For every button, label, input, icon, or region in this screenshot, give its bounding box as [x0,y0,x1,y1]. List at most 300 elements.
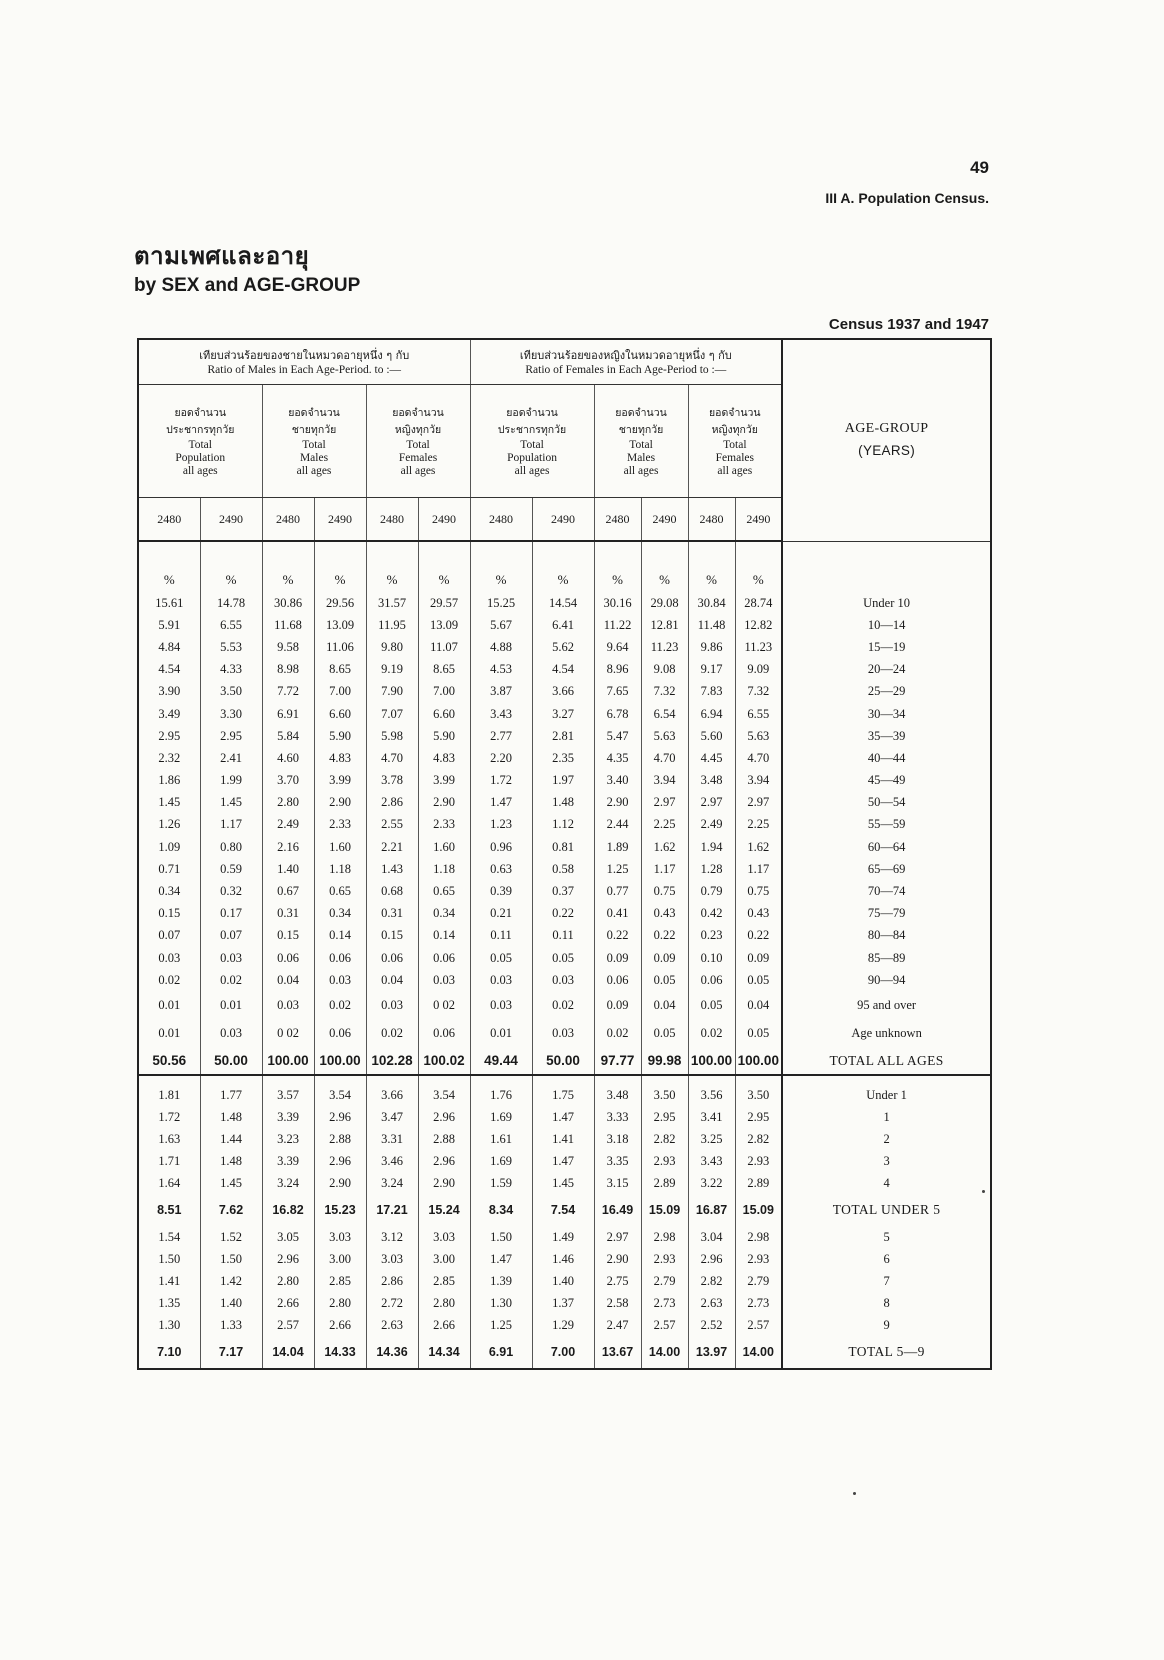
value-cell: 0.03 [470,969,532,991]
value-cell: 0.01 [158,1025,181,1040]
spacer-cell [735,1075,782,1084]
column-header-thai: ชายทุกวัย [291,423,337,436]
value-cell: 7.54 [532,1194,594,1226]
value-cell: 2.73 [641,1292,688,1314]
value-cell: 0.05 [735,969,782,991]
value-cell: 1.41 [532,1128,594,1150]
value-cell: 1.50 [470,1226,532,1248]
value-cell: 100.02 [418,1047,470,1075]
value-cell: 2.66 [418,1314,470,1336]
value-cell: 7.00 [418,681,470,703]
percent-sign: % [418,541,470,592]
value-cell: 1.47 [470,792,532,814]
value-cell: 7.10 [138,1336,200,1369]
value-cell: 3.50 [200,681,262,703]
value-cell: 3.43 [470,703,532,725]
value-cell: 9.58 [262,636,314,658]
value-cell: 1.47 [470,1248,532,1270]
value-cell: 4.60 [262,747,314,769]
value-cell: 0.05 [641,969,688,991]
year-cell: 2490 [418,498,470,542]
value-cell: 2.93 [735,1248,782,1270]
value-cell: 0.39 [470,880,532,902]
value-cell: 0.65 [314,880,366,902]
percent-sign: % [532,541,594,592]
value-cell: 0.04 [641,991,688,1019]
column-header-thai: ยอดจำนวน [615,406,667,419]
column-header-thai: ยอดจำนวน [392,406,444,419]
value-cell: 0.04 [262,969,314,991]
female-group-header [470,339,782,385]
value-cell: 3.18 [594,1128,641,1150]
spacer-cell [782,1075,991,1084]
value-cell: 2.85 [418,1270,470,1292]
value-cell: 2.93 [735,1150,782,1172]
value-cell: 0.10 [688,947,735,969]
value-cell: 1.62 [641,836,688,858]
value-cell: 28.74 [735,592,782,614]
value-cell: 2.72 [366,1292,418,1314]
table-row [138,1084,991,1106]
value-cell: 100.00 [262,1047,314,1075]
column-header-5 [594,385,688,498]
value-cell: 14.00 [641,1336,688,1369]
column-header-thai: ประชากรทุกวัย [166,423,235,436]
table-row [138,969,991,991]
value-cell: 3.24 [262,1172,314,1194]
spacer-cell [366,1075,418,1084]
value-cell: 3.47 [366,1106,418,1128]
value-cell: 0 02 [418,991,470,1019]
value-cell: 12.82 [735,614,782,636]
age-group-label: Age unknown [782,1019,991,1047]
table-row [138,636,991,658]
value-cell: 2.96 [688,1248,735,1270]
age-group-label: 70—74 [782,880,991,902]
value-cell: 8.65 [418,659,470,681]
value-cell: 0.06 [314,947,366,969]
value-cell: 0.03 [200,1019,262,1047]
value-cell: 1.29 [532,1314,594,1336]
value-cell: 1.25 [470,1314,532,1336]
value-cell: 4.53 [470,659,532,681]
spacer-cell [138,1075,200,1084]
value-cell: 2.95 [200,725,262,747]
value-cell: 2.66 [314,1314,366,1336]
value-cell: 0 02 [262,1019,314,1047]
value-cell: 1.18 [418,858,470,880]
value-cell: 2.75 [594,1270,641,1292]
value-cell: 2.80 [262,1270,314,1292]
value-cell: 3.50 [641,1084,688,1106]
value-cell: 2.85 [314,1270,366,1292]
title-thai: ตามเพศและอายุ [134,242,310,270]
page-number: 49 [970,158,989,177]
value-cell: 1.69 [470,1150,532,1172]
value-cell: 4.54 [532,659,594,681]
value-cell: 0.03 [532,1019,594,1047]
value-cell: 0.04 [735,991,782,1019]
value-cell: 0.65 [418,880,470,902]
value-cell: 0.68 [366,880,418,902]
value-cell: 5.67 [470,614,532,636]
value-cell: 3.66 [532,681,594,703]
table-row [138,1019,991,1047]
value-cell: 0.02 [532,991,594,1019]
value-cell: 3.94 [735,770,782,792]
value-cell: 5.91 [158,617,181,632]
value-cell: 13.97 [688,1336,735,1369]
percent-sign: % [314,541,366,592]
value-cell: 1.40 [262,858,314,880]
value-cell: 0.09 [641,947,688,969]
value-cell: 2.21 [366,836,418,858]
value-cell: 2.97 [688,792,735,814]
value-cell: 0.41 [594,903,641,925]
value-cell: 0.05 [735,1019,782,1047]
age-group-label: 8 [782,1292,991,1314]
value-cell: 0.34 [158,884,181,899]
value-cell: 2.98 [735,1226,782,1248]
value-cell: 3.24 [366,1172,418,1194]
value-cell: 4.70 [366,747,418,769]
value-cell: 3.49 [158,706,181,721]
age-group-label: 75—79 [782,903,991,925]
value-cell: 50.56 [138,1047,200,1075]
value-cell: 2.95 [735,1106,782,1128]
value-cell: 1.49 [532,1226,594,1248]
value-cell: 0.03 [262,991,314,1019]
year-cell: 2480 [594,498,641,542]
age-group-label: 55—59 [782,814,991,836]
table-row [138,681,991,703]
value-cell: 1.35 [158,1295,181,1310]
percent-sign-row [138,541,991,592]
value-cell: 2.52 [688,1314,735,1336]
value-cell: 2.89 [641,1172,688,1194]
value-cell: 0.07 [158,928,181,943]
age-group-label: 60—64 [782,836,991,858]
value-cell: 1.18 [314,858,366,880]
value-cell: 1.72 [470,770,532,792]
age-group-title: AGE-GROUP [844,421,929,437]
column-header-6 [688,385,782,498]
table-row [138,1150,991,1172]
value-cell: 3.87 [470,681,532,703]
value-cell: 2.82 [641,1128,688,1150]
year-cell: 2480 [262,498,314,542]
value-cell: 11.23 [735,636,782,658]
value-cell: 1.45 [158,795,181,810]
value-cell: 6.54 [641,703,688,725]
value-cell: 1.44 [200,1128,262,1150]
value-cell: 3.94 [641,770,688,792]
value-cell: 0.01 [158,997,181,1012]
column-header-eng: Males [299,451,329,464]
value-cell: 15.61 [155,595,184,610]
value-cell: 3.99 [314,770,366,792]
value-cell: 3.78 [366,770,418,792]
value-cell: 1.63 [158,1131,181,1146]
value-cell: 11.22 [594,614,641,636]
value-cell: 2.93 [641,1248,688,1270]
value-cell: 0.14 [314,925,366,947]
table-row [138,770,991,792]
value-cell: 5.84 [262,725,314,747]
total-row [138,1047,991,1075]
value-cell: 29.08 [641,592,688,614]
value-cell: 3.39 [262,1150,314,1172]
value-cell: 2.97 [735,792,782,814]
female-group-thai: เทียบส่วนร้อยของหญิงในหมวดอายุหนึ่ง ๆ กับ [519,348,732,362]
table-row [138,747,991,769]
value-cell: 9.09 [735,659,782,681]
value-cell: 2.93 [641,1150,688,1172]
value-cell: 11.48 [688,614,735,636]
value-cell: 0.17 [200,903,262,925]
value-cell: 6.91 [470,1336,532,1369]
value-cell: 15.09 [735,1194,782,1226]
value-cell: 0.31 [262,903,314,925]
value-cell: 1.23 [470,814,532,836]
percent-sign: % [366,541,418,592]
value-cell: 11.06 [314,636,366,658]
table-row [138,592,991,614]
age-group-label: TOTAL UNDER 5 [782,1194,991,1226]
value-cell: 9.17 [688,659,735,681]
value-cell: 4.35 [594,747,641,769]
value-cell: 2.80 [262,792,314,814]
value-cell: 1.12 [532,814,594,836]
value-cell: 4.70 [641,747,688,769]
value-cell: 2.20 [470,747,532,769]
year-cell: 2490 [532,498,594,542]
value-cell: 2.81 [532,725,594,747]
value-cell: 1.99 [200,770,262,792]
value-cell: 7.83 [688,681,735,703]
value-cell: 5.63 [735,725,782,747]
value-cell: 0.02 [158,972,181,987]
spacer-cell [470,1075,532,1084]
value-cell: 0.03 [532,969,594,991]
value-cell: 5.90 [314,725,366,747]
value-cell: 0.02 [366,1019,418,1047]
percent-sign: % [641,541,688,592]
year-cell: 2490 [314,498,366,542]
value-cell: 3.56 [688,1084,735,1106]
value-cell: 6.55 [735,703,782,725]
column-header-2 [262,385,366,498]
percent-sign: % [163,572,175,587]
value-cell: 1.61 [470,1128,532,1150]
value-cell: 2.97 [641,792,688,814]
value-cell: 0.06 [418,947,470,969]
value-cell: 1.30 [470,1292,532,1314]
value-cell: 2.33 [314,814,366,836]
value-cell: 0.01 [200,991,262,1019]
value-cell: 0.31 [366,903,418,925]
value-cell: 5.60 [688,725,735,747]
value-cell: 0.75 [641,880,688,902]
value-cell: 14.33 [314,1336,366,1369]
value-cell: 1.46 [532,1248,594,1270]
table-row [138,659,991,681]
value-cell: 7.17 [200,1336,262,1369]
value-cell: 1.17 [641,858,688,880]
column-header-eng: all ages [182,464,218,477]
value-cell: 0.34 [314,903,366,925]
value-cell: 9.86 [688,636,735,658]
column-header-eng: Total [629,438,653,451]
value-cell: 11.95 [366,614,418,636]
table-body [138,541,991,1369]
value-cell: 7.07 [366,703,418,725]
age-group-label: 25—29 [782,681,991,703]
value-cell: 0.15 [366,925,418,947]
value-cell: 0.80 [200,836,262,858]
column-header-eng: Females [398,451,438,464]
value-cell: 3.04 [688,1226,735,1248]
value-cell: 1.60 [418,836,470,858]
value-cell: 8.98 [262,659,314,681]
value-cell: 4.83 [418,747,470,769]
value-cell: 1.72 [158,1109,181,1124]
table-row [138,903,991,925]
value-cell: 2.98 [641,1226,688,1248]
percent-sign: % [688,541,735,592]
age-group-label: 9 [782,1314,991,1336]
value-cell: 3.43 [688,1150,735,1172]
value-cell: 2.49 [262,814,314,836]
section-title: III A. Population Census. [825,190,989,206]
census-table [137,338,992,1370]
value-cell: 1.50 [158,1251,181,1266]
value-cell: 14.54 [532,592,594,614]
value-cell: 6.55 [200,614,262,636]
value-cell: 2.55 [366,814,418,836]
value-cell: 2.82 [735,1128,782,1150]
age-group-label: 5 [782,1226,991,1248]
value-cell: 3.41 [688,1106,735,1128]
value-cell: 2.63 [688,1292,735,1314]
value-cell: 3.03 [418,1226,470,1248]
age-group-unit: (YEARS) [858,443,916,459]
column-header-eng: Females [715,451,754,464]
value-cell: 1.30 [158,1317,181,1332]
value-cell: 1.42 [200,1270,262,1292]
value-cell: 4.84 [158,639,181,654]
value-cell: 0.58 [532,858,594,880]
value-cell: 0.11 [470,925,532,947]
age-group-label: 40—44 [782,747,991,769]
value-cell: 5.63 [641,725,688,747]
column-header-eng: Total [520,438,544,451]
value-cell: 1.47 [532,1106,594,1128]
value-cell: 2.86 [366,1270,418,1292]
value-cell: 2.25 [641,814,688,836]
value-cell: 1.94 [688,836,735,858]
age-group-label: 85—89 [782,947,991,969]
value-cell: 8.34 [470,1194,532,1226]
age-group-label [782,541,991,592]
value-cell: 6.78 [594,703,641,725]
value-cell: 31.57 [366,592,418,614]
value-cell: 0.14 [418,925,470,947]
value-cell: 1.86 [158,773,181,788]
value-cell: 1.59 [470,1172,532,1194]
value-cell: 0.03 [200,947,262,969]
table-row [138,792,991,814]
census-label: Census 1937 and 1947 [828,316,989,333]
value-cell: 0.05 [470,947,532,969]
value-cell: 3.66 [366,1084,418,1106]
table-row [138,880,991,902]
value-cell: 3.23 [262,1128,314,1150]
value-cell: 13.09 [314,614,366,636]
value-cell: 3.50 [735,1084,782,1106]
value-cell: 0.02 [200,969,262,991]
value-cell: 1.54 [158,1229,181,1244]
value-cell: 49.44 [470,1047,532,1075]
value-cell: 1.69 [470,1106,532,1128]
value-cell: 1.45 [200,1172,262,1194]
table-row [138,1172,991,1194]
table-row [138,858,991,880]
value-cell: 14.78 [200,592,262,614]
value-cell: 3.54 [418,1084,470,1106]
female-group-eng: Ratio of Females in Each Age-Period to :— [525,363,727,376]
table-row [138,1314,991,1336]
age-group-label: 80—84 [782,925,991,947]
value-cell: 100.00 [314,1047,366,1075]
column-header-eng: all ages [717,464,753,477]
spacer-cell [418,1075,470,1084]
value-cell: 4.54 [158,662,181,677]
spacer-cell [532,1075,594,1084]
value-cell: 1.45 [532,1172,594,1194]
value-cell: 2.44 [594,814,641,836]
value-cell: 3.90 [158,684,181,699]
spacer-cell [262,1075,314,1084]
age-group-label: 6 [782,1248,991,1270]
year-cell: 2480 [138,498,200,542]
spacer-cell [688,1075,735,1084]
value-cell: 2.82 [688,1270,735,1292]
age-group-label: 95 and over [782,991,991,1019]
value-cell: 15.09 [641,1194,688,1226]
percent-sign: % [470,541,532,592]
age-group-label: 35—39 [782,725,991,747]
value-cell: 2.80 [314,1292,366,1314]
value-cell: 0.11 [532,925,594,947]
value-cell: 1.43 [366,858,418,880]
value-cell: 3.00 [314,1248,366,1270]
column-header-eng: Total [302,438,326,451]
value-cell: 0.05 [532,947,594,969]
value-cell: 11.23 [641,636,688,658]
age-group-label: 90—94 [782,969,991,991]
value-cell: 2.80 [418,1292,470,1314]
year-cell: 2490 [641,498,688,542]
value-cell: 3.39 [262,1106,314,1128]
value-cell: 6.41 [532,614,594,636]
value-cell: 2.35 [532,747,594,769]
age-group-label: Under 10 [782,592,991,614]
male-group-thai: เทียบส่วนร้อยของชายในหมวดอายุหนึ่ง ๆ กับ [199,348,410,362]
column-header-eng: Total [723,438,747,451]
table-row [138,1106,991,1128]
value-cell: 1.25 [594,858,641,880]
